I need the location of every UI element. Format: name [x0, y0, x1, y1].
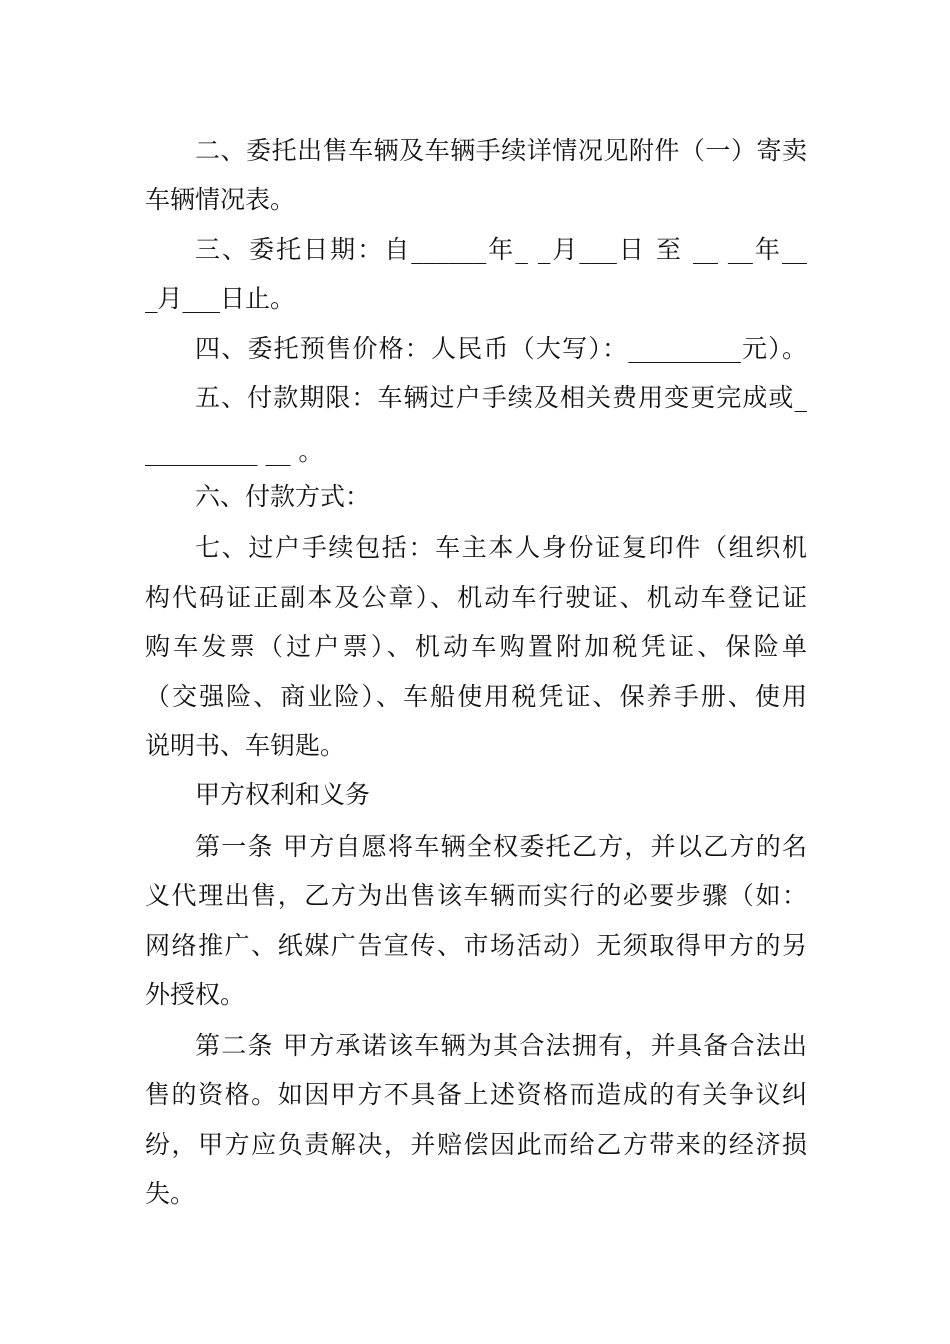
- text-line: 义代理出售，乙方为出售该车辆而实行的必要步骤（如：: [145, 881, 807, 910]
- text-line: 第二条 甲方承诺该车辆为其合法拥有，并具备合法出: [195, 1031, 807, 1060]
- text-line: （交强险、商业险）、车船使用税凭证、保养手册、使用: [145, 682, 807, 711]
- text-line: _________ __ 。: [145, 437, 324, 466]
- text-line: 构代码证正副本及公章）、机动车行驶证、机动车登记证: [145, 583, 807, 612]
- text-line: 购车发票（过户票）、机动车购置附加税凭证、保险单: [145, 632, 807, 661]
- text-line: 二、委托出售车辆及车辆手续详情况见附件（一）寄卖: [195, 136, 807, 165]
- text-line: 车辆情况表。: [145, 185, 296, 214]
- text-line: _月___日止。: [145, 284, 296, 313]
- text-line: 第一条 甲方自愿将车辆全权委托乙方，并以乙方的名: [195, 832, 807, 861]
- text-line: 失。: [145, 1179, 196, 1208]
- text-line: 七、过户手续包括：车主本人身份证复印件（组织机: [195, 533, 807, 562]
- text-line: 四、委托预售价格：人民币（大写）：_________元）。: [195, 334, 807, 363]
- text-line: 售的资格。如因甲方不具备上述资格而造成的有关争议纠: [145, 1080, 807, 1109]
- text-line: 说明书、车钥匙。: [145, 731, 346, 760]
- text-line: 六、付款方式：: [195, 482, 371, 511]
- text-line: 纷，甲方应负责解决，并赔偿因此而给乙方带来的经济损: [145, 1130, 807, 1159]
- text-line: 三、委托日期：自______年_ _月___日 至 __ __年__: [195, 235, 807, 264]
- text-line: 五、付款期限：车辆过户手续及相关费用变更完成或_: [195, 383, 807, 412]
- section-heading: 甲方权利和义务: [195, 780, 371, 809]
- text-line: 网络推广、纸媒广告宣传、市场活动）无须取得甲方的另: [145, 931, 807, 960]
- text-line: 外授权。: [145, 980, 246, 1009]
